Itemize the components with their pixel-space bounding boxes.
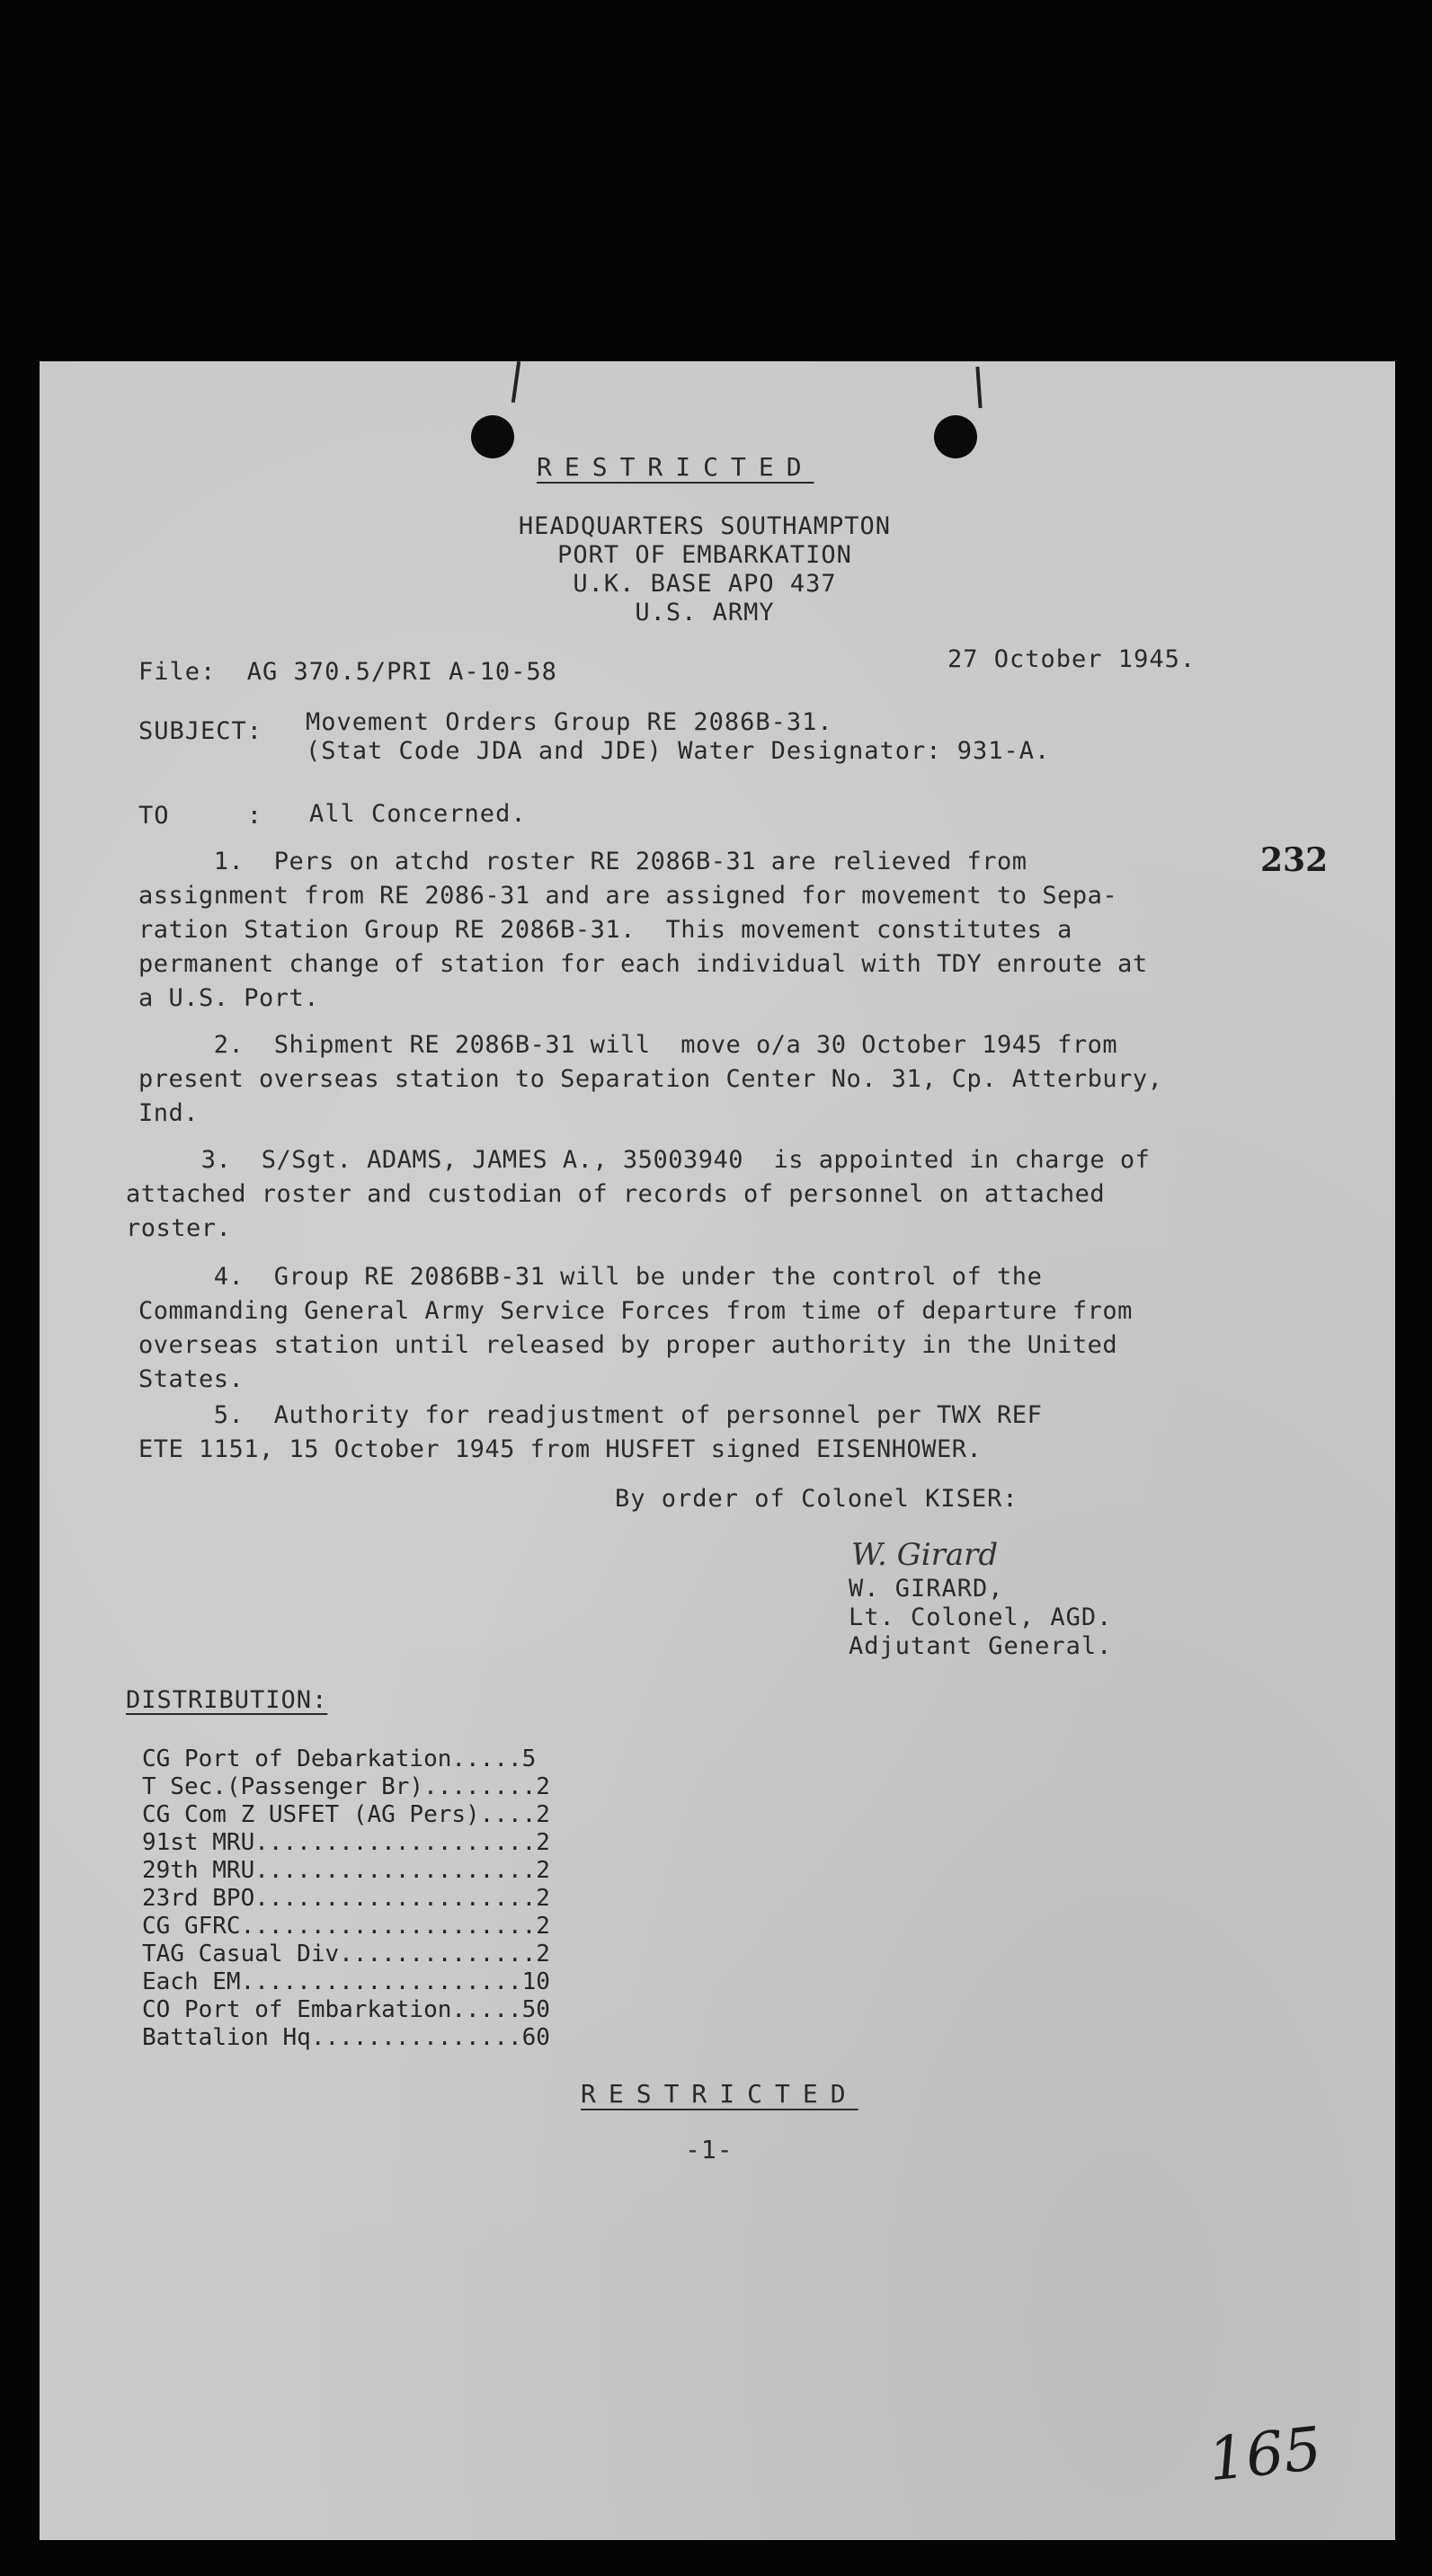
distribution-item: CG Port of Debarkation.....5 bbox=[142, 1745, 537, 1772]
subject-line-1: Movement Orders Group RE 2086B-31. bbox=[306, 708, 833, 736]
page-number: -1- bbox=[685, 2135, 734, 2164]
distribution-item: CG GFRC.....................2 bbox=[142, 1913, 550, 1940]
hq-line-1: HEADQUARTERS SOUTHAMPTON bbox=[518, 512, 892, 540]
subject-line-2: (Stat Code JDA and JDE) Water Designator: 931-A. bbox=[306, 737, 1051, 765]
distribution-item: 23rd BPO....................2 bbox=[142, 1885, 550, 1912]
paragraph-3: 3. S/Sgt. ADAMS, JAMES A., 35003940 is appointed in charge of attached roster and custodian of records of personnel on attached roster. bbox=[126, 1146, 1151, 1242]
distribution-item: 29th MRU....................2 bbox=[142, 1857, 550, 1884]
document-date: 27 October 1945. bbox=[947, 645, 1196, 673]
order-line: By order of Colonel KISER: bbox=[615, 1485, 1018, 1513]
distribution-item: Each EM....................10 bbox=[142, 1968, 550, 1995]
distribution-item: CG Com Z USFET (AG Pers)....2 bbox=[142, 1801, 550, 1828]
distribution-item: Battalion Hq...............60 bbox=[142, 2024, 550, 2051]
staple-mark bbox=[511, 361, 520, 403]
paragraph-4: 4. Group RE 2086BB-31 will be under the control of the Commanding General Army Service Forces from time of departure from overseas station until released by proper authority in the United States. bbox=[138, 1263, 1133, 1393]
distribution-list bbox=[142, 1745, 550, 2052]
classification-header: RESTRICTED bbox=[537, 452, 814, 482]
hq-line-4: U.S. ARMY bbox=[635, 599, 775, 626]
subject-label: SUBJECT: bbox=[138, 717, 263, 745]
punch-hole bbox=[934, 415, 977, 458]
punch-hole bbox=[471, 415, 514, 458]
signatory-name: W. GIRARD, bbox=[849, 1575, 1004, 1603]
hq-line-2: PORT OF EMBARKATION bbox=[557, 541, 852, 569]
hq-line-3: U.K. BASE APO 437 bbox=[573, 570, 837, 598]
paragraph-1: 1. Pers on atchd roster RE 2086B-31 are relieved from assignment from RE 2086-31 and are assigned for movement to Sepa- ration Station Group RE 2086B-31. This movement constitutes a permanent change of station for each individual with TDY enroute at a U.S. Port. bbox=[138, 848, 1148, 1012]
distribution-label: DISTRIBUTION: bbox=[126, 1686, 328, 1714]
signature-handwritten: W. Girard bbox=[851, 1537, 999, 1573]
document-page bbox=[40, 361, 1395, 2540]
to-value: All Concerned. bbox=[309, 800, 527, 828]
to-label: TO : bbox=[138, 802, 263, 830]
distribution-item: TAG Casual Div..............2 bbox=[142, 1941, 550, 1968]
signatory-title: Adjutant General. bbox=[849, 1632, 1113, 1660]
paragraph-2: 2. Shipment RE 2086B-31 will move o/a 30 October 1945 from present overseas station to Separation Center No. 31, Cp. Atterbury, Ind. bbox=[138, 1031, 1163, 1127]
distribution-item: 91st MRU....................2 bbox=[142, 1829, 550, 1856]
distribution-item: T Sec.(Passenger Br)........2 bbox=[142, 1773, 550, 1800]
distribution-item: CO Port of Embarkation.....50 bbox=[142, 1996, 550, 2023]
file-reference: File: AG 370.5/PRI A-10-58 bbox=[138, 658, 557, 686]
classification-footer: RESTRICTED bbox=[581, 2079, 858, 2109]
signatory-rank: Lt. Colonel, AGD. bbox=[849, 1603, 1113, 1631]
paragraph-5: 5. Authority for readjustment of personnel per TWX REF ETE 1151, 15 October 1945 from HUSFET signed EISENHOWER. bbox=[138, 1401, 1043, 1463]
margin-number: 232 bbox=[1260, 841, 1329, 879]
staple-mark bbox=[975, 367, 982, 408]
handwritten-page-number: 165 bbox=[1205, 2413, 1325, 2495]
